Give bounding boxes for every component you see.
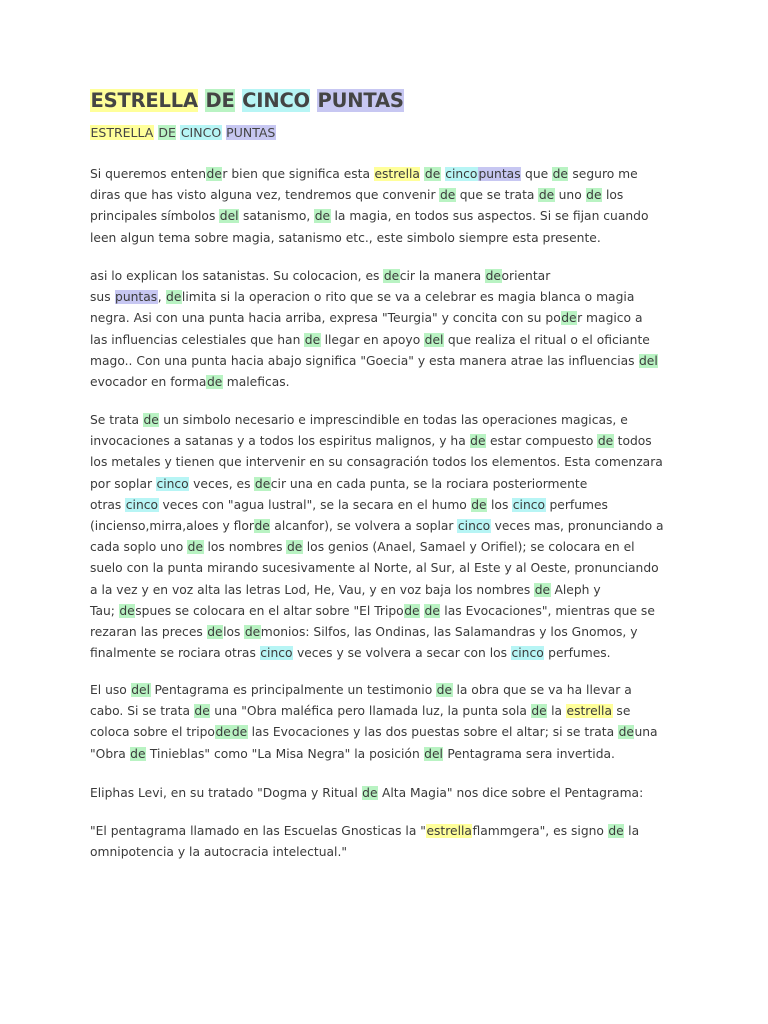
text-run: r magico a xyxy=(577,311,643,326)
text-line xyxy=(90,622,664,643)
text-run: veces, es xyxy=(189,476,255,491)
text-run: por soplar xyxy=(90,476,156,491)
text-run: maleficas. xyxy=(222,375,290,390)
text-line xyxy=(90,783,643,804)
highlight-estrella: ESTRELLA xyxy=(90,89,198,112)
highlight-de: de xyxy=(470,434,486,449)
highlight-estrella: estrella xyxy=(566,704,613,719)
text-line xyxy=(90,308,658,329)
highlight-de: de xyxy=(362,786,378,800)
text-run: Pentagrama sera invertida. xyxy=(443,746,615,761)
highlight-cinco: CINCO xyxy=(242,89,310,112)
highlight-de: de xyxy=(130,746,146,761)
text-run: la xyxy=(624,824,640,838)
text-line xyxy=(90,431,664,452)
highlight-cinco: cinco xyxy=(511,646,544,661)
highlight-de: de xyxy=(561,311,577,326)
text-run: la magia, en todos sus aspectos. Si se fijan cuando xyxy=(330,209,649,224)
paragraph-6-quote xyxy=(90,821,639,863)
highlight-puntas: puntas xyxy=(115,290,158,305)
highlight-de: de xyxy=(552,167,568,181)
highlight-de: de xyxy=(215,725,231,740)
paragraph-2 xyxy=(90,266,658,393)
text-run: satanismo, xyxy=(239,209,315,224)
text-run: los xyxy=(223,625,245,640)
highlight-estrella: estrella xyxy=(374,167,420,181)
highlight-estrella: ESTRELLA xyxy=(90,125,154,140)
text-run: asi lo explican los satanistas. Su colocacion, es xyxy=(90,269,384,283)
text-run: "Obra xyxy=(90,746,130,761)
highlight-de: del xyxy=(131,683,151,697)
text-line xyxy=(90,495,664,516)
text-run: alcanfor), se volvera a soplar xyxy=(270,519,458,534)
text-run: Aleph y xyxy=(550,582,601,597)
highlight-de: DE xyxy=(158,125,176,140)
text-run: Si queremos enten xyxy=(90,167,207,181)
text-line xyxy=(90,601,664,622)
highlight-cinco: CINCO xyxy=(180,125,222,140)
highlight-de: de xyxy=(538,188,555,203)
text-run: un simbolo necesario e imprescindible en todas las operaciones magicas, e xyxy=(159,413,628,427)
text-run: veces y se volvera a secar con los xyxy=(293,646,511,661)
text-run: una xyxy=(634,725,658,740)
text-line xyxy=(90,537,664,558)
highlight-de: de xyxy=(187,540,204,555)
text-run: leen algun tema sobre magia, satanismo etc., este simbolo siempre esta presente. xyxy=(90,230,601,245)
highlight-de: del xyxy=(639,353,658,368)
text-run: , xyxy=(157,290,166,305)
text-line xyxy=(90,680,658,701)
highlight-cinco: cinco xyxy=(445,167,478,181)
text-run: estar compuesto xyxy=(486,434,598,449)
text-run: uno xyxy=(554,188,586,203)
highlight-estrella: estrella xyxy=(426,824,472,838)
text-run: todos xyxy=(613,434,652,449)
paragraph-1 xyxy=(90,164,649,249)
highlight-de: de xyxy=(424,603,440,618)
highlight-de: de xyxy=(531,704,547,719)
paragraph-4 xyxy=(90,680,658,765)
highlight-de: de xyxy=(207,625,223,640)
text-run: Se trata xyxy=(90,413,143,427)
text-run: finalmente se rociara otras xyxy=(90,646,260,661)
highlight-cinco: cinco xyxy=(512,497,546,512)
text-run: se xyxy=(612,704,631,719)
text-run: perfumes. xyxy=(544,646,611,661)
text-line xyxy=(90,842,639,863)
highlight-de: de xyxy=(286,540,303,555)
highlight-de: de xyxy=(586,188,602,203)
text-run: orientar xyxy=(501,269,551,283)
text-line xyxy=(90,206,649,227)
highlight-de: de xyxy=(471,497,487,512)
text-run: omnipotencia y la autocracia intelectual." xyxy=(90,845,348,860)
document-page xyxy=(90,86,690,860)
text-run: Tau; xyxy=(90,603,119,618)
highlight-de: de xyxy=(485,269,501,283)
text-line xyxy=(90,351,658,372)
highlight-de: de xyxy=(534,582,551,597)
text-run: sus xyxy=(90,290,115,305)
text-run: r bien que significa esta xyxy=(222,167,374,181)
text-run: que xyxy=(521,167,553,181)
highlight-de: de xyxy=(618,725,634,740)
text-run: los xyxy=(487,497,513,512)
text-run: spues se colocara en el altar sobre "El Tripo xyxy=(135,603,404,618)
text-run: los metales y tienen que intervenir en su consagración todos los elementos. Esta comenzara xyxy=(90,455,663,470)
text-run: cabo. Si se trata xyxy=(90,704,194,719)
text-run: suelo con la punta mirando sucesivamente al Norte, al Sur, al Este y al Oeste, pronunciando xyxy=(90,561,659,576)
text-line xyxy=(90,744,658,765)
highlight-de: de xyxy=(206,375,223,390)
text-run: (incienso,mirra,aloes y flor xyxy=(90,519,254,534)
text-run: que realiza el ritual o el oficiante xyxy=(443,332,650,347)
text-run: cir la manera xyxy=(399,269,486,283)
text-line xyxy=(90,722,658,743)
text-run: los nombres xyxy=(203,540,287,555)
text-run: que se trata xyxy=(455,188,539,203)
text-run: Pentagrama es principalmente un testimonio xyxy=(150,683,437,697)
text-run xyxy=(198,89,205,112)
text-run: seguro me xyxy=(568,167,638,181)
text-run: los genios (Anael, Samael y Orifiel); se colocara en el xyxy=(302,540,635,555)
highlight-de: de xyxy=(404,603,420,618)
text-line xyxy=(90,452,664,473)
text-run: "El pentagrama llamado en las Escuelas Gnosticas la " xyxy=(90,824,426,838)
text-run: invocaciones a satanas y a todos los espiritus malignos, y ha xyxy=(90,434,470,449)
text-line xyxy=(90,185,649,206)
text-run: Tinieblas" como "La Misa Negra" la posición xyxy=(146,746,424,761)
text-run: los xyxy=(602,188,624,203)
text-run: llegar en apoyo xyxy=(320,332,425,347)
text-line xyxy=(90,330,658,351)
highlight-de: de xyxy=(119,603,135,618)
highlight-de: de xyxy=(383,269,400,283)
text-run: veces mas, pronunciando a xyxy=(490,519,664,534)
paragraph-3 xyxy=(90,410,664,664)
text-run: flammgera", es signo xyxy=(472,824,608,838)
text-run: evocador en forma xyxy=(90,375,207,390)
text-line xyxy=(90,821,639,842)
text-line xyxy=(90,474,664,495)
highlight-puntas: PUNTAS xyxy=(226,125,276,140)
text-line xyxy=(90,558,664,579)
text-run: coloca sobre el tripo xyxy=(90,725,215,740)
highlight-puntas: puntas xyxy=(478,167,521,181)
text-line xyxy=(90,516,664,537)
highlight-de: de xyxy=(424,167,441,181)
text-run: mago.. Con una punta hacia abajo significa "Goecia" y esta manera atrae las influencias xyxy=(90,353,639,368)
highlight-de: del xyxy=(424,746,443,761)
highlight-puntas: PUNTAS xyxy=(317,89,404,112)
text-run: negra. Asi con una punta hacia arriba, expresa "Teurgia" y concita con su po xyxy=(90,311,561,326)
text-run: las influencias celestiales que han xyxy=(90,332,305,347)
text-run xyxy=(235,89,242,112)
text-run: El uso xyxy=(90,683,131,697)
text-run: cada soplo uno xyxy=(90,540,188,555)
highlight-de: de xyxy=(608,824,624,838)
highlight-de: de xyxy=(231,725,248,740)
text-line xyxy=(90,164,649,185)
text-run: las Evocaciones y las dos puestas sobre el altar; si se trata xyxy=(247,725,619,740)
highlight-de: de xyxy=(436,683,453,697)
highlight-cinco: cinco xyxy=(125,497,159,512)
text-run: rezaran las preces xyxy=(90,625,207,640)
highlight-de: de xyxy=(206,167,222,181)
highlight-de: de xyxy=(143,413,159,427)
text-run: la obra que se va ha llevar a xyxy=(452,683,632,697)
text-run: cir una en cada punta, se la rociara posteriormente xyxy=(270,476,588,491)
page-title xyxy=(90,86,690,116)
highlight-cinco: cinco xyxy=(260,646,293,661)
highlight-de: de xyxy=(166,290,182,305)
text-run: diras que has visto alguna vez, tendremos que convenir xyxy=(90,188,440,203)
page-subtitle xyxy=(90,122,690,143)
text-line xyxy=(90,266,658,287)
text-run: a la vez y en voz alta las letras Lod, He, Vau, y en voz baja los nombres xyxy=(90,582,535,597)
text-line xyxy=(90,228,649,249)
highlight-de: de xyxy=(194,704,210,719)
highlight-de: de xyxy=(244,625,261,640)
text-run: perfumes xyxy=(545,497,608,512)
text-run: otras xyxy=(90,497,126,512)
highlight-cinco: cinco xyxy=(457,519,491,534)
text-line xyxy=(90,410,664,431)
text-line xyxy=(90,580,664,601)
highlight-de: DE xyxy=(205,89,235,112)
highlight-de: de xyxy=(314,209,331,224)
text-line xyxy=(90,643,664,664)
text-run: Eliphas Levi, en su tratado "Dogma y Ritual xyxy=(90,786,362,800)
text-run: principales símbolos xyxy=(90,209,220,224)
text-run: una "Obra maléfica pero llamada luz, la punta sola xyxy=(210,704,531,719)
text-run: limita si la operacion o rito que se va a celebrar es magia blanca o magia xyxy=(181,290,635,305)
highlight-de: de xyxy=(254,519,270,534)
text-line xyxy=(90,372,658,393)
highlight-de: del xyxy=(424,332,444,347)
text-line xyxy=(90,701,658,722)
text-run: veces con "agua lustral", se la secara en el humo xyxy=(158,497,471,512)
text-run: las Evocaciones", mientras que se xyxy=(440,603,655,618)
paragraph-5 xyxy=(90,783,643,804)
highlight-cinco: cinco xyxy=(156,476,189,491)
highlight-de: del xyxy=(219,209,239,224)
text-run: monios: Silfos, las Ondinas, las Salamandras y los Gnomos, y xyxy=(260,625,638,640)
text-run: Alta Magia" nos dice sobre el Pentagrama: xyxy=(378,786,644,800)
highlight-de: de xyxy=(597,434,614,449)
text-line xyxy=(90,287,658,308)
highlight-de: de xyxy=(254,476,271,491)
text-run: la xyxy=(547,704,566,719)
highlight-de: de xyxy=(304,332,321,347)
highlight-de: de xyxy=(439,188,456,203)
